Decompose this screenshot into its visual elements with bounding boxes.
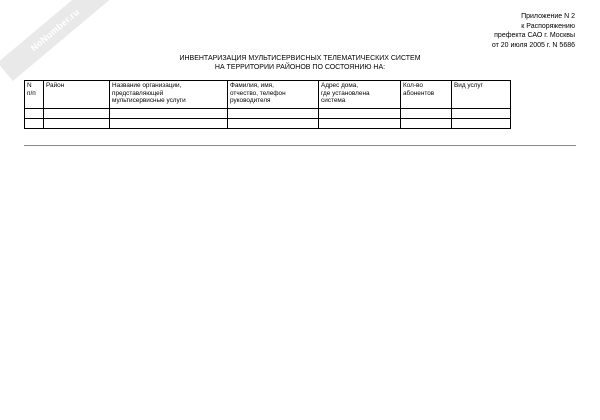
- column-header-district: Район: [44, 81, 110, 109]
- column-header-organization: Название организации, представляющей мультисервисные услуги: [110, 81, 228, 109]
- table-cell: [401, 119, 452, 129]
- table-cell: [452, 119, 511, 129]
- watermark-text: NoNumber.ru: [28, 6, 82, 54]
- table-cell: [25, 119, 44, 129]
- column-header-manager: Фамилия, имя, отчество, телефон руководителя: [228, 81, 319, 109]
- column-header-subscribers: Кол-во абонентов: [401, 81, 452, 109]
- table-cell: [44, 109, 110, 119]
- appendix-header: [492, 12, 575, 50]
- table-row: [25, 109, 511, 119]
- title-line: НА ТЕРРИТОРИИ РАЙОНОВ ПО СОСТОЯНИЮ НА:: [214, 63, 386, 71]
- column-header-services: Вид услуг: [452, 81, 511, 109]
- appendix-line: Приложение N 2: [521, 13, 575, 20]
- watermark: [0, 0, 113, 81]
- appendix-line: к Распоряжению: [521, 22, 575, 30]
- table-cell: [401, 109, 452, 119]
- table-cell: [452, 109, 511, 119]
- table-header-row: [25, 81, 511, 109]
- table-cell: [25, 109, 44, 119]
- title-line: ИНВЕНТАРИЗАЦИЯ МУЛЬТИСЕРВИСНЫХ ТЕЛЕМАТИЧЕСКИХ СИСТЕМ: [179, 55, 421, 62]
- page-divider: [24, 145, 576, 146]
- table-cell: [228, 119, 319, 129]
- column-header-address: Адрес дома, где установлена система: [319, 81, 401, 109]
- table-cell: [110, 119, 228, 129]
- document-title: [120, 55, 480, 72]
- column-header-number: N п/п: [25, 81, 44, 109]
- table-cell: [319, 109, 401, 119]
- table-cell: [228, 109, 319, 119]
- appendix-line: префекта САО г. Москвы: [494, 32, 575, 39]
- table-row: [25, 119, 511, 129]
- table-cell: [44, 119, 110, 129]
- inventory-table: [24, 80, 511, 129]
- table-cell: [319, 119, 401, 129]
- appendix-line: от 20 июля 2005 г. N 5686: [491, 41, 575, 49]
- table-cell: [110, 109, 228, 119]
